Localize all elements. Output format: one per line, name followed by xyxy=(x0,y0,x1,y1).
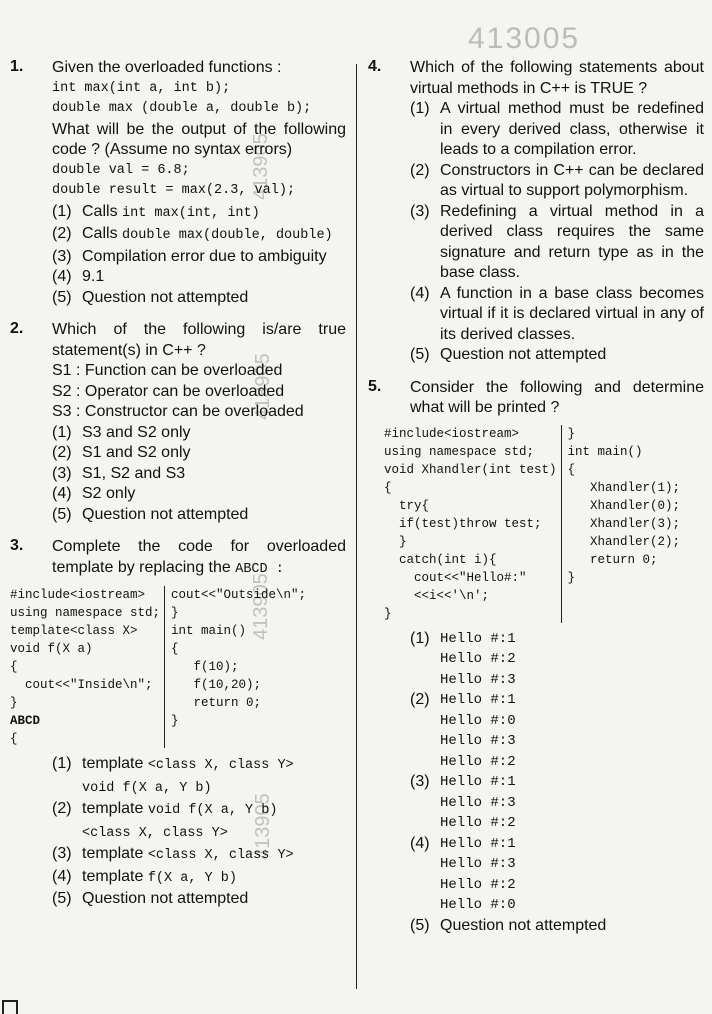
question-number: 1. xyxy=(10,58,24,75)
option-1: (1) S3 and S2 only xyxy=(52,423,191,441)
code-left: #include<iostream> using namespace std; template<class X> void f(X a) { cout<<"Inside\n"; } ABCD { xyxy=(10,586,165,748)
watermark: 413905 xyxy=(250,573,272,640)
column-divider xyxy=(356,64,357,989)
option-5: (5) Question not attempted xyxy=(410,916,607,934)
question-stem: Which of the following statements about virtual methods in C++ is TRUE ? xyxy=(410,59,704,97)
question-2 xyxy=(10,320,346,525)
option-3: (3) S1, S2 and S3 xyxy=(52,464,186,482)
option-2: (2) Hello #:1 Hello #:0 Hello #:3 Hello #:2 xyxy=(410,691,516,770)
question-number: 5. xyxy=(368,377,382,395)
option-1: (1) A virtual method must be redefined in every derived class, otherwise it leads to a compilation error. xyxy=(410,100,704,158)
option-4: (4) A function in a base class becomes virtual if it is declared virtual in any of its derived classes. xyxy=(410,284,704,343)
statement: S3 : Constructor can be overloaded xyxy=(52,403,304,420)
left-column xyxy=(10,58,346,910)
question-4 xyxy=(368,58,704,366)
option-4: (4) 9.1 xyxy=(52,268,105,285)
code-block xyxy=(10,586,346,748)
right-column xyxy=(368,58,704,936)
code-left: #include<iostream> using namespace std; void Xhandler(int test) { try{ if(test)throw test; } catch(int i){ cout<<"Hello#:" <<i<<'\n'; } xyxy=(384,425,562,623)
option-5: (5) Question not attempted xyxy=(410,346,607,363)
faded-header-number: 413005 xyxy=(468,22,581,55)
option-2: (2) template void f(X a, Y b) <class X, class Y> xyxy=(52,800,278,841)
watermark: 413905 xyxy=(250,133,272,200)
option-5: (5) Question not attempted xyxy=(52,505,249,523)
question-3 xyxy=(10,537,346,910)
option-5: (5) Question not attempted xyxy=(52,288,249,306)
question-number: 3. xyxy=(10,537,24,554)
option-2: (2) Calls double max(double, double) xyxy=(52,225,333,243)
code-line: int max(int a, int b); xyxy=(52,80,231,96)
question-5 xyxy=(368,378,704,937)
code-line: double result = max(2.3, val); xyxy=(52,183,296,198)
option-3: (3) Redefining a virtual method in a derived class requires the same signature and return type as in the base class. xyxy=(410,202,704,281)
code-right: } int main() { Xhandler(1); Xhandler(0); Xhandler(3); Xhandler(2); return 0; } xyxy=(567,426,681,585)
option-3: (3) Compilation error due to ambiguity xyxy=(52,247,327,265)
statement: S1 : Function can be overloaded xyxy=(52,362,283,379)
code-line: double max (double a, double b); xyxy=(52,101,312,116)
option-3: (3) template <class X, class Y> xyxy=(52,845,294,863)
question-stem: Given the overloaded functions : xyxy=(52,59,282,76)
option-2: (2) S1 and S2 only xyxy=(52,444,191,461)
option-3: (3) Hello #:1 Hello #:3 Hello #:2 xyxy=(410,773,516,831)
option-2: (2) Constructors in C++ can be declared as virtual to support polymorphism. xyxy=(410,161,704,199)
option-4: (4) Hello #:1 Hello #:3 Hello #:2 Hello #:0 xyxy=(410,834,516,913)
option-1: (1) Calls int max(int, int) xyxy=(52,202,260,221)
question-number: 2. xyxy=(10,320,24,337)
option-5: (5) Question not attempted xyxy=(52,890,249,907)
code-line: double val = 6.8; xyxy=(52,162,190,178)
option-4: (4) template f(X a, Y b) xyxy=(52,867,237,886)
watermark: 413905 xyxy=(252,353,274,420)
question-stem: What will be the output of the following code ? (Assume no syntax errors) xyxy=(52,120,346,158)
option-1: (1) Hello #:1 Hello #:2 Hello #:3 xyxy=(410,629,516,688)
question-stem: Consider the following and determine what will be printed ? xyxy=(410,378,704,416)
watermark: 413905 xyxy=(252,793,274,860)
statement: S2 : Operator can be overloaded xyxy=(52,382,285,400)
option-1: (1) template <class X, class Y> void f(X a, Y b) xyxy=(52,755,294,796)
code-right: cout<<"Outside\n"; } int main() { f(10); f(10,20); return 0; } xyxy=(171,588,307,728)
question-1 xyxy=(10,58,346,308)
question-stem: Complete the code for overloaded template by replacing the ABCD : xyxy=(52,538,346,577)
question-number: 4. xyxy=(368,58,382,75)
question-stem: Which of the following is/are true statement(s) in C++ ? xyxy=(52,321,346,359)
option-4: (4) S2 only xyxy=(52,485,136,502)
code-block xyxy=(384,425,704,623)
